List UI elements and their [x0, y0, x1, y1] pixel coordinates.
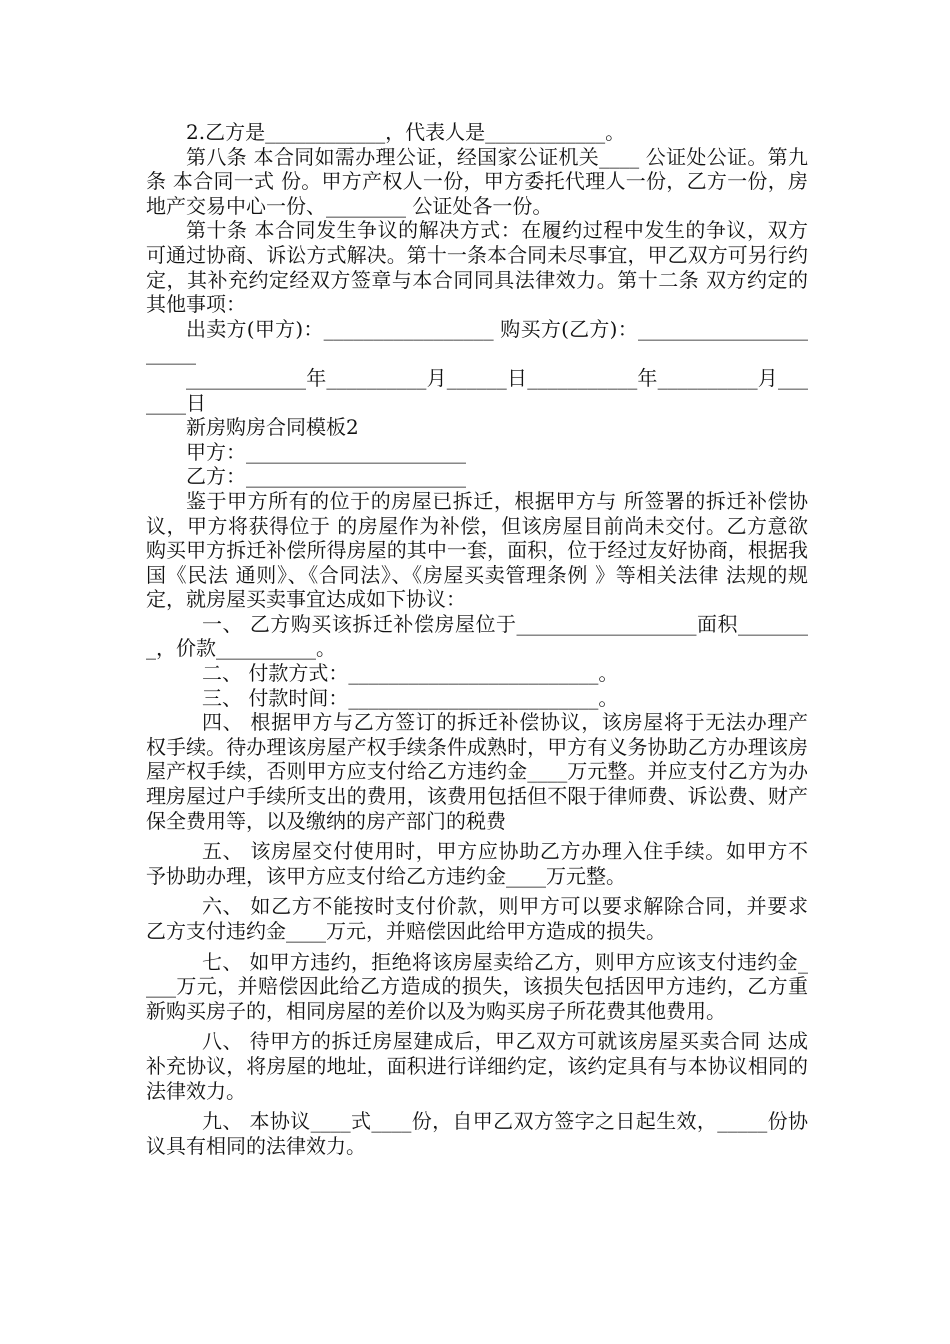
article-4: 四、 根据甲方与乙方签订的拆迁补偿协议，该房屋将于无法办理产权手续。待办理该房屋产权手续条件成熟时，甲方有义务协助乙方办理该房屋产权手续，否则甲方应支付给乙方违约金____万元整。并应支付乙方为办理房屋过户手续所支出的费用，该费用包括但不限于律师费、诉讼费、财产保全费用等，以及缴纳的房产部门的税费: [146, 710, 808, 833]
clause-8-9: 第八条 本合同如需办理公证，经国家公证机关____ 公证处公证。第九条 本合同一式 份。甲方产权人一份，甲方委托代理人一份，乙方一份，房地产交易中心一份、________ 公证处各一份。: [146, 144, 808, 218]
article-7: 七、 如甲方违约，拒绝将该房屋卖给乙方，则甲方应该支付违约金____万元，并赔偿因此给乙方造成的损失，该损失包括因甲方违约，乙方重新购买房子的，相同房屋的差价以及为购买房子所花费其他费用。: [146, 949, 808, 1023]
template-2-title: 新房购房合同模板2: [186, 415, 359, 440]
article-1: 一、 乙方购买该拆迁补偿房屋位于__________________面积________，价款__________。: [146, 611, 808, 661]
signature-date-line: ____________年__________月______日___________年__________月_______日: [146, 365, 808, 415]
party-b-line: 2.乙方是____________，代表人是____________。: [186, 120, 626, 144]
article-6: 六、 如乙方不能按时支付价款，则甲方可以要求解除合同，并要求乙方支付违约金____万元，并赔偿因此给甲方造成的损失。: [146, 894, 808, 943]
clause-10-12: 第十条 本合同发生争议的解决方式：在履约过程中发生的争议，双方可通过协商、诉讼方式解决。第十一条本合同未尽事宜，甲乙双方可另行约定，其补充约定经双方签章与本合同同具法律效力。第十二条 双方约定的其他事项：: [146, 218, 808, 317]
party-b-field: 乙方：______________________: [186, 464, 466, 489]
article-5: 五、 该房屋交付使用时，甲方应协助乙方办理入住手续。如甲方不予协助办理，该甲方应支付给乙方违约金____万元整。: [146, 839, 808, 888]
article-8: 八、 待甲方的拆迁房屋建成后，甲乙双方可就该房屋买卖合同 达成补充协议，将房屋的地址，面积进行详细约定，该约定具有与本协议相同的法律效力。: [146, 1029, 808, 1103]
party-a-field: 甲方：______________________: [186, 439, 466, 464]
document-page: [146, 120, 808, 1158]
article-9: 九、 本协议____式____份，自甲乙双方签字之日起生效，_____份协议具有相同的法律效力。: [146, 1109, 808, 1158]
preamble: 鉴于甲方所有的位于的房屋已拆迁，根据甲方与 所签署的拆迁补偿协议，甲方将获得位于 的房屋作为补偿，但该房屋目前尚未交付。乙方意欲购买甲方拆迁补偿所得房屋的其中一套，面积，位于经过友好协商，根据我国《民法 通则》、《合同法》、《房屋买卖管理条例 》等相关法律 法规的规定，就房屋买卖事宜达成如下协议：: [146, 488, 808, 612]
article-3: 三、 付款时间：_________________________。: [202, 685, 619, 710]
seller-buyer-signature-line: 出卖方(甲方)：_________________ 购买方(乙方)：______________________: [146, 316, 808, 366]
article-2: 二、 付款方式：_________________________。: [202, 661, 619, 686]
